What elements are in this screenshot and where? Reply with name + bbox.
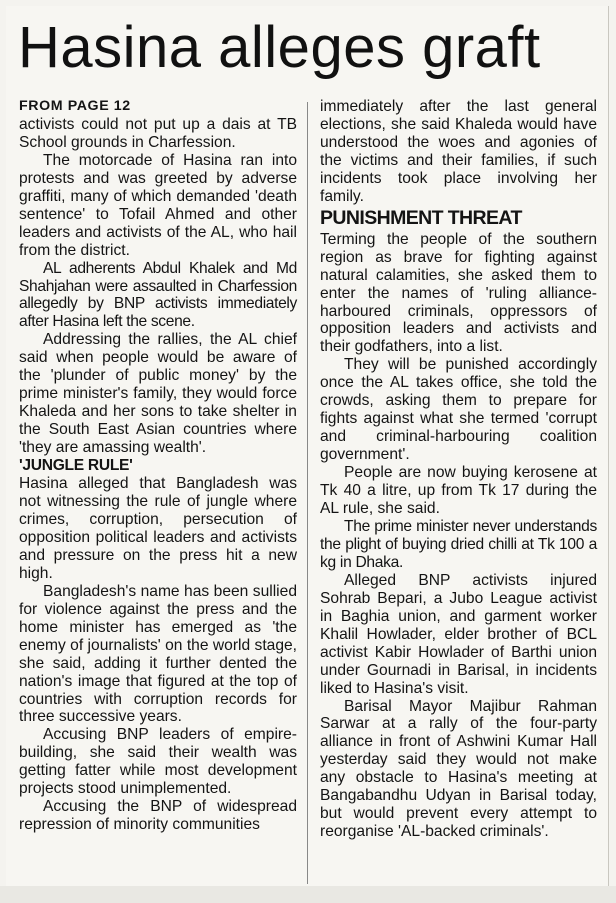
paragraph: Alleged BNP activists injured Sohrab Bepari, a Jubo League activist in Baghia union, and garment worker Khalil Howlader, elder brother of BCL activist Kabir Howlader of Barthi union under Gournadi in Barisal, in incidents liked to Hasina's visit.: [320, 571, 597, 697]
paragraph: Accusing the BNP of widespread repression of minority communities: [19, 798, 297, 834]
subheading-punishment-threat: PUNISHMENT THREAT: [320, 206, 522, 229]
continuation-label: FROM PAGE 12: [19, 98, 131, 114]
article-column-left: [19, 98, 297, 834]
paragraph: Addressing the rallies, the AL chief said when people would be aware of the 'plunder of public money' by the prime minister's family, they would force Khaleda and her sons to take shelter in the South East Asian countries where 'they are amassing wealth'.: [19, 331, 297, 457]
paragraph: Bangladesh's name has been sullied for violence against the press and the home minister has emerged as 'the enemy of journalists' on the world stage, she said, adding it further dented the nation's image that figured at the top of countries with corruption records for three successive years.: [19, 582, 297, 726]
paragraph: Terming the people of the southern region as brave for fighting against natural calamities, she asked them to enter the names of 'ruling alliance-harboured criminals, oppressors of opposition leaders and activists and their godfathers, into a list.: [320, 230, 597, 356]
column-divider: [307, 102, 308, 884]
subheading-jungle-rule: 'JUNGLE RULE': [19, 457, 133, 475]
page-edge: [0, 886, 616, 903]
paragraph: Barisal Mayor Majibur Rahman Sarwar at a rally of the four-party alliance in front of Ashwini Kumar Hall yesterday said they would not make any obstacle to Hasina's meeting at Bangabandhu Udyan in Barisal today, but would prevent every attempt to reorganise 'AL-backed criminals'.: [320, 697, 597, 841]
paragraph: Hasina alleged that Bangladesh was not witnessing the rule of jungle where crimes, corruption, persecution of opposition political leaders and activists and pressure on the press hit a new high.: [19, 475, 297, 582]
paragraph: activists could not put up a dais at TB School grounds in Charfession.: [19, 115, 297, 151]
article-column-right: [320, 98, 597, 841]
paragraph: immediately after the last general elections, she said Khaleda would have understood the woes and agonies of the victims and their families, if such incidents took place involving her family.: [320, 98, 597, 205]
paragraph: The motorcade of Hasina ran into protests and was greeted by adverse graffiti, many of which demanded 'death sentence' to Tofail Ahmed and other leaders and activists of the AL, who hail from the district.: [19, 151, 297, 259]
paragraph: People are now buying kerosene at Tk 40 a litre, up from Tk 17 during the AL rule, she said.: [320, 464, 597, 518]
headline: Hasina alleges graft: [18, 15, 541, 80]
paragraph: The prime minister never understands the plight of buying dried chilli at Tk 100 a kg in Dhaka.: [320, 517, 597, 571]
paragraph: They will be punished accordingly once the AL takes office, she told the crowds, asking them to prepare for fights against what she termed 'corrupt and criminal-harbouring coalition government'.: [320, 356, 597, 464]
paragraph: Accusing BNP leaders of empire-building, she said their wealth was getting fatter while most development projects stood unimplemented.: [19, 726, 297, 798]
paragraph: AL adherents Abdul Khalek and Md Shahjahan were assaulted in Charfession allegedly by BNP activists immediately after Hasina left the scene.: [19, 259, 297, 331]
